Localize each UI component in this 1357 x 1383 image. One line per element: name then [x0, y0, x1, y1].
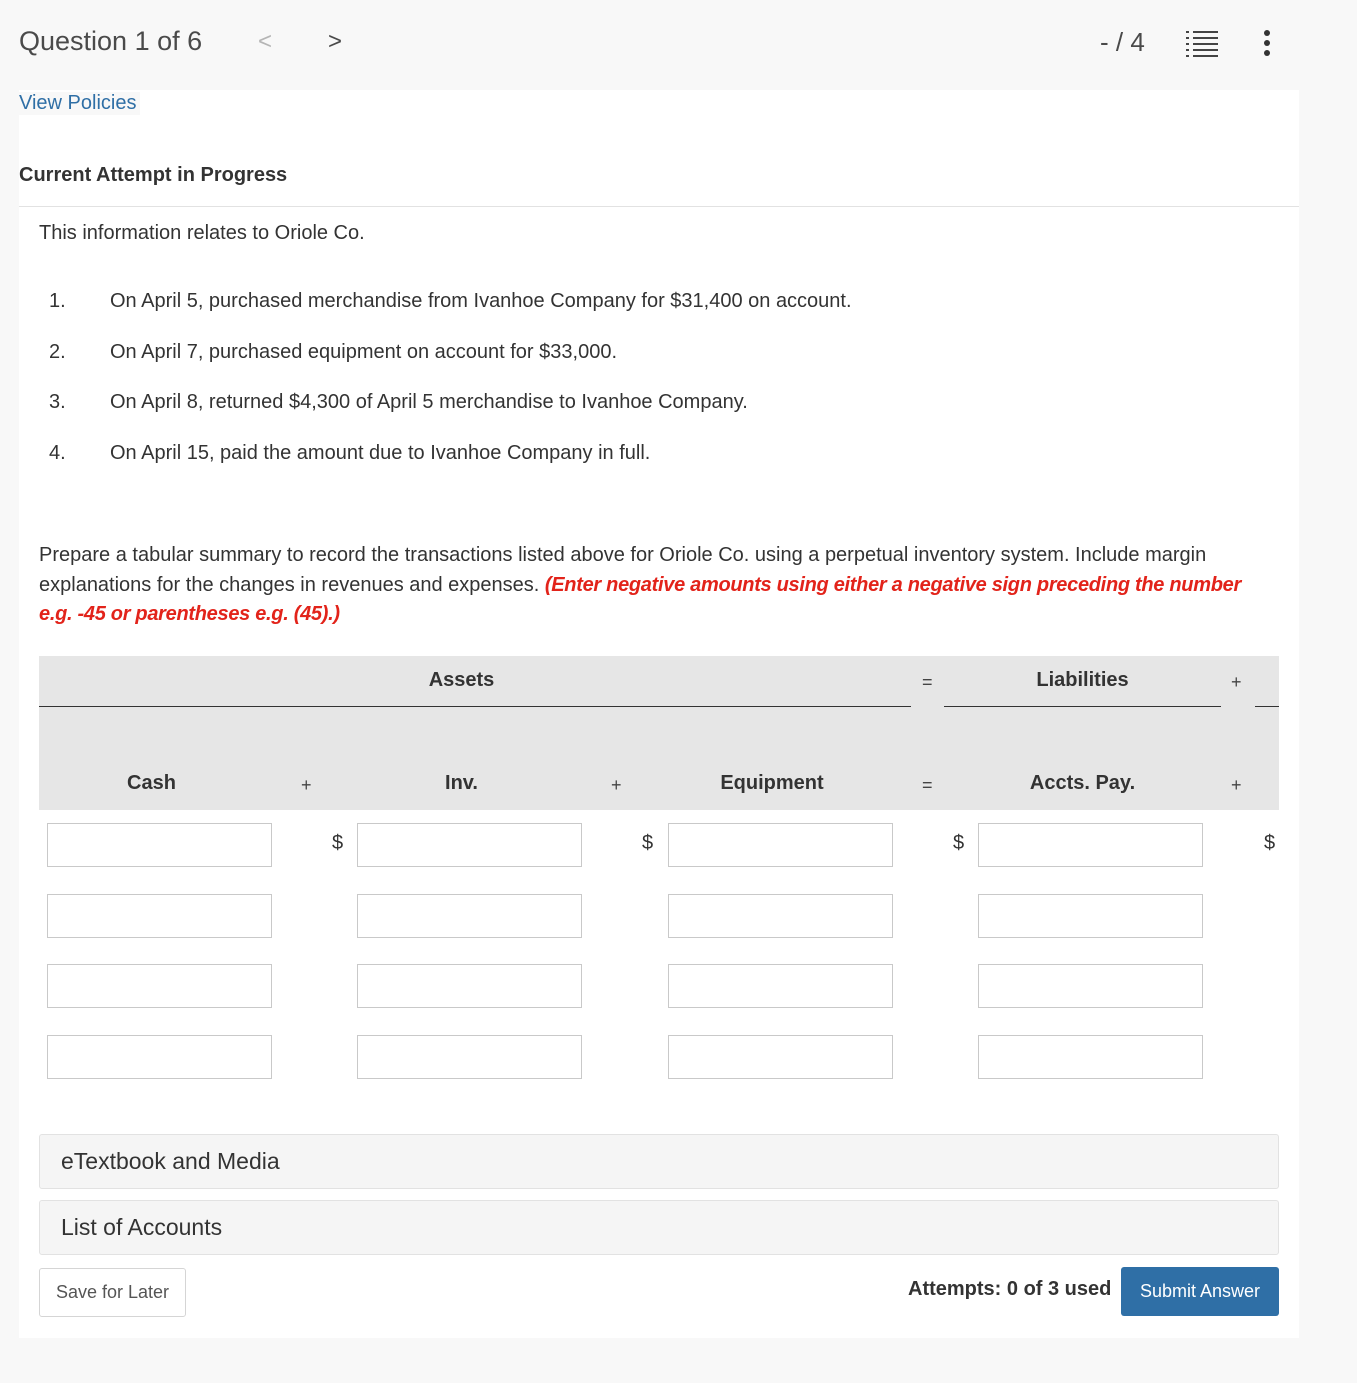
view-policies-link[interactable]: View Policies: [19, 92, 140, 115]
currency-symbol: $: [953, 832, 965, 854]
list-item-number: 1.: [49, 290, 66, 312]
question-card: [19, 90, 1299, 1338]
assets-underline: [39, 706, 911, 707]
save-for-later-button[interactable]: Save for Later: [39, 1268, 186, 1317]
etextbook-media-label: eTextbook and Media: [61, 1148, 280, 1174]
question-score: - / 4: [1100, 27, 1145, 57]
accts-pay-input-row-2[interactable]: [978, 894, 1203, 938]
accts-pay-input-row-3[interactable]: [978, 964, 1203, 1008]
accts-pay-input-row-1[interactable]: [978, 823, 1203, 867]
plus-sign: +: [301, 775, 312, 795]
column-header-cash: Cash: [127, 772, 176, 794]
list-item-text: On April 7, purchased equipment on account for $33,000.: [110, 340, 618, 363]
plus-sign: +: [1231, 775, 1242, 795]
column-header-equipment: Equipment: [720, 772, 824, 794]
cash-input-row-3[interactable]: [47, 964, 272, 1008]
equipment-input-row-1[interactable]: [668, 823, 893, 867]
prompt-text: Prepare a tabular summary to record the transactions listed above for Oriole Co. using a perpetual inventory system. Include margin explanations for the changes in revenues and expenses.: [39, 544, 1207, 596]
inventory-input-row-2[interactable]: [357, 894, 582, 938]
submit-answer-button[interactable]: Submit Answer: [1121, 1267, 1279, 1316]
list-of-accounts-label: List of Accounts: [61, 1214, 223, 1240]
attempt-heading: Current Attempt in Progress: [19, 164, 288, 186]
column-header-accts-pay: Accts. Pay.: [1029, 772, 1136, 794]
list-item: [39, 391, 1239, 442]
etextbook-media-section[interactable]: [39, 1134, 1279, 1189]
question-header-bar: [0, 0, 1357, 88]
inventory-input-row-1[interactable]: [357, 823, 582, 867]
tabular-summary-header: [39, 656, 1279, 810]
equals-sign: =: [922, 775, 933, 795]
list-item-text: On April 8, returned $4,300 of April 5 merchandise to Ivanhoe Company.: [110, 391, 748, 414]
currency-symbol: $: [642, 832, 654, 854]
currency-symbol: $: [1264, 832, 1276, 854]
inventory-input-row-4[interactable]: [357, 1035, 582, 1079]
cash-input-row-4[interactable]: [47, 1035, 272, 1079]
next-question-button[interactable]: >: [328, 28, 343, 55]
list-item: [39, 442, 1239, 493]
assets-group-header: Assets: [428, 669, 495, 691]
list-item-text: On April 15, paid the amount due to Ivanhoe Company in full.: [110, 441, 651, 464]
equals-sign: =: [922, 672, 933, 692]
inventory-input-row-3[interactable]: [357, 964, 582, 1008]
equipment-input-row-2[interactable]: [668, 894, 893, 938]
column-header-inv: Inv.: [445, 772, 478, 794]
previous-question-button[interactable]: <: [258, 28, 273, 55]
equipment-input-row-3[interactable]: [668, 964, 893, 1008]
cash-input-row-1[interactable]: [47, 823, 272, 867]
equity-underline: [1255, 706, 1279, 707]
list-item-text: On April 5, purchased merchandise from Ivanhoe Company for $31,400 on account.: [110, 290, 852, 312]
plus-sign: +: [611, 775, 622, 795]
list-item: [39, 341, 1239, 392]
question-prompt: [39, 541, 1279, 630]
question-list-icon[interactable]: [1186, 31, 1218, 57]
more-options-icon[interactable]: [1262, 30, 1272, 56]
list-item: [39, 290, 1239, 341]
currency-symbol: $: [332, 832, 344, 854]
divider: [19, 206, 1299, 207]
plus-sign: +: [1231, 672, 1242, 692]
liabilities-group-header: Liabilities: [1036, 669, 1129, 691]
liabilities-underline: [944, 706, 1221, 707]
attempts-counter: Attempts: 0 of 3 used: [908, 1278, 1112, 1300]
cash-input-row-2[interactable]: [47, 894, 272, 938]
list-item-number: 4.: [49, 441, 66, 464]
prompt-note: (Enter negative amounts using either a negative sign preceding the number e.g. -45 or parentheses e.g. (45).): [39, 573, 1241, 625]
list-of-accounts-section[interactable]: [39, 1200, 1279, 1255]
question-counter: Question 1 of 6: [19, 26, 203, 56]
accts-pay-input-row-4[interactable]: [978, 1035, 1203, 1079]
transaction-list: [39, 290, 1239, 492]
list-item-number: 3.: [49, 391, 66, 414]
intro-text: This information relates to Oriole Co.: [39, 222, 365, 244]
list-item-number: 2.: [49, 340, 66, 363]
equipment-input-row-4[interactable]: [668, 1035, 893, 1079]
